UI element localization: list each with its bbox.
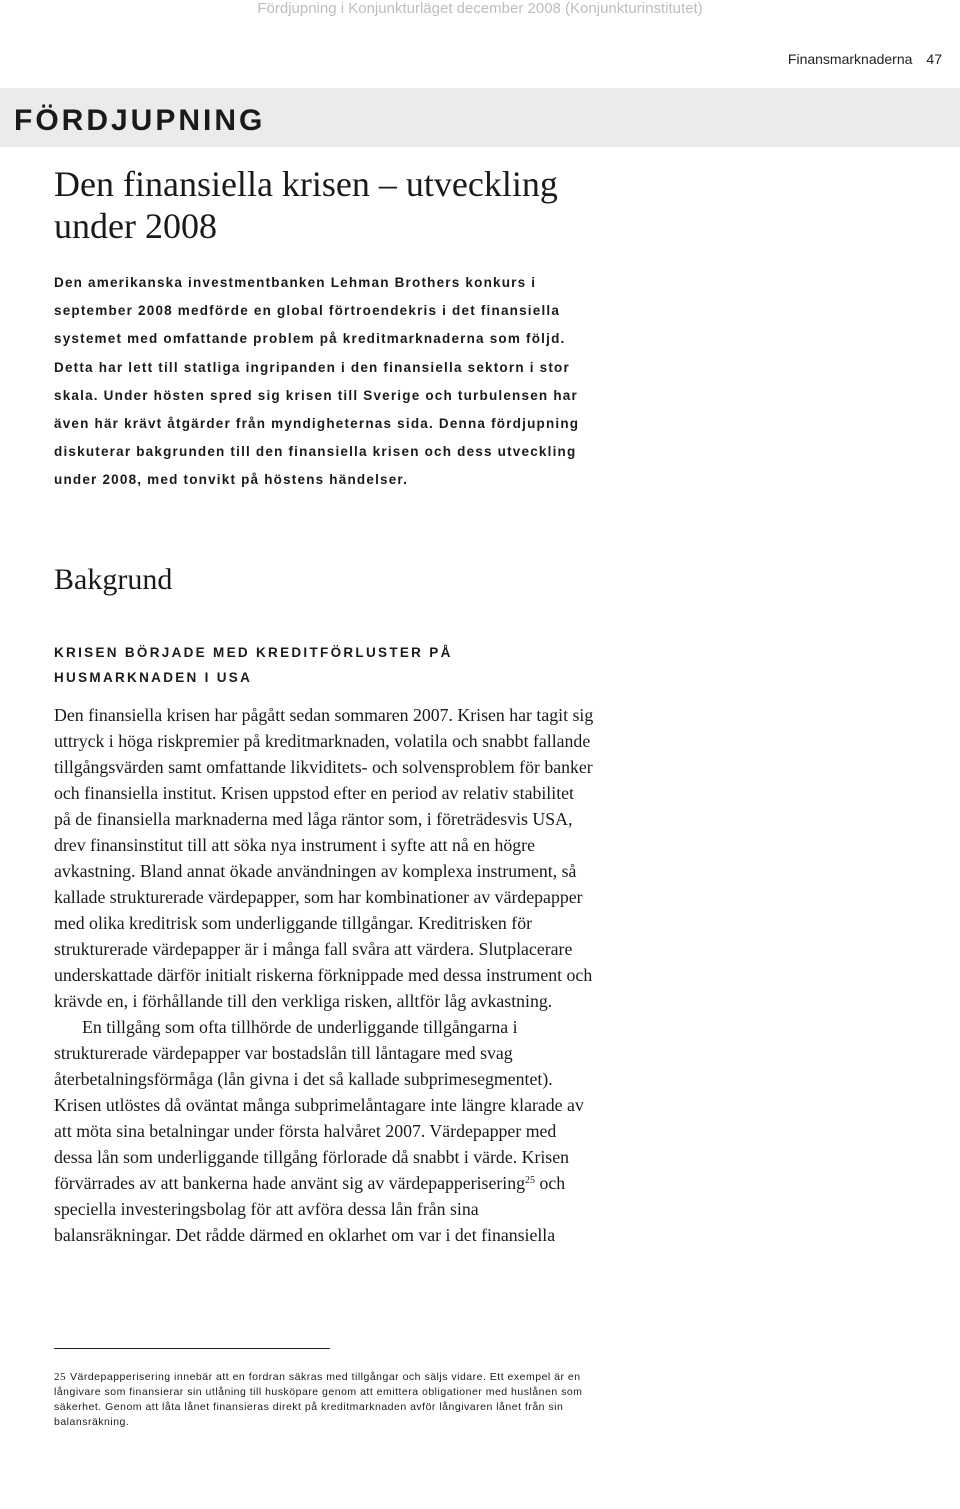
running-head-section: Finansmarknaderna: [787, 51, 913, 67]
footnote-text: Värdepapperisering innebär att en fordran säkras med tillgångar och säljs vidare. Ett exempel är en långivare som finansierar sin utlåning till husköpare genom att emittera obligationer med huslånen som säkerhet. Genom att låta lånet finansieras direkt på kreditmarknaden avför långivaren lånet från sin balansräkning.: [54, 1371, 583, 1428]
subheading: KRISEN BÖRJADE MED KREDITFÖRLUSTER PÅ HUSMARKNADEN I USA: [54, 645, 453, 685]
section-heading: Bakgrund: [54, 563, 173, 596]
body-text: [54, 702, 594, 1248]
lead-paragraph: Den amerikanska investmentbanken Lehman Brothers konkurs i september 2008 medförde en global förtroendekris i det finansiella systemet med omfattande problem på kreditmarknaderna som följd. Detta har lett till statliga ingripanden i den finansiella sektorn i stor skala. Under hösten spred sig krisen till Sverige och turbulensen har även här krävt åtgärder från myndigheternas sida. Denna fördjupning diskuterar bakgrunden till den finansiella krisen och dess utveckling under 2008, med tonvikt på höstens händelser.: [54, 275, 580, 488]
footnote-reference[interactable]: 25: [525, 1175, 535, 1186]
article-title: Den finansiella krisen – utveckling under 2008: [54, 164, 558, 246]
page-number: 47: [926, 51, 942, 67]
body-paragraph: Den finansiella krisen har pågått sedan sommaren 2007. Krisen har tagit sig uttryck i höga riskpremier på kreditmarknaden, volatila och snabbt fallande tillgångsvärden samt omfattande likviditets- och solvensproblem för banker och finansiella institut. Krisen uppstod efter en period av relativ stabilitet på de finansiella marknaderna med låga räntor som, i företrädesvis USA, drev finansinstitut till att söka nya instrument i syfte att nå en högre avkastning. Bland annat ökade användningen av komplexa instrument, så kallade strukturerade värdepapper, som har kombinationer av värdepapper med olika kreditrisk som underliggande tillgångar. Kreditrisken för strukturerade värdepapper är i många fall svåra att värdera. Slutplacerare underskattade därför initialt riskerna förknippade med dessa instrument och krävde en, i förhållande till den verkliga risken, alltför låg avkastning.: [54, 705, 594, 1011]
body-paragraph-text: och speciella investeringsbolag för att avföra dessa lån från sina balansräkningar. Det rådde därmed en oklarhet om var i det finansiella: [54, 1173, 566, 1245]
footnote-divider: [54, 1348, 330, 1349]
footnote-number: 25: [54, 1371, 66, 1383]
body-paragraph-text: En tillgång som ofta tillhörde de underliggande tillgångarna i strukturerade värdepapper var bostadslån till låntagare med svag återbetalningsförmåga (lån givna i det så kallade subprimesegmentet). Krisen utlöstes då oväntat många subprimelåntagare inte längre klarade av att möta sina betalningar under första halvåret 2007. Värdepapper med dessa lån som underliggande tillgång förlorade då snabbt i värde. Krisen förvärrades av att bankerna hade använt sig av värdepapperisering: [54, 1017, 584, 1193]
body-paragraph: [54, 1014, 594, 1248]
running-head: [788, 51, 942, 67]
feature-label: FÖRDJUPNING: [14, 104, 266, 137]
document-source-header: Fördjupning i Konjunkturläget december 2008 (Konjunkturinstitutet): [257, 0, 703, 17]
footnote: [54, 1370, 594, 1430]
